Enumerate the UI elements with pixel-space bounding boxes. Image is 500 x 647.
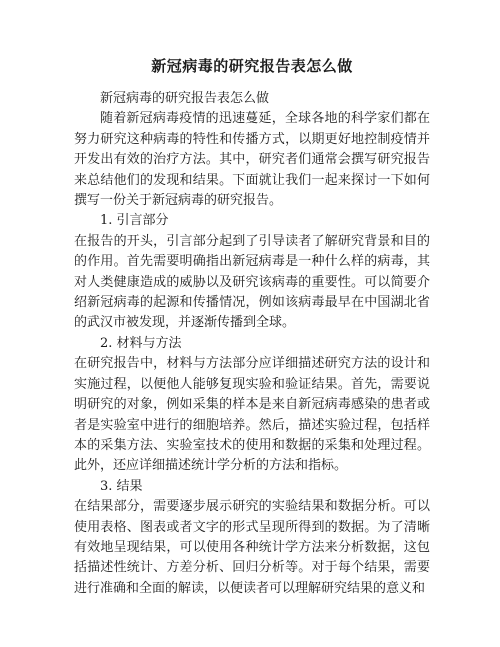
document-subtitle: 新冠病毒的研究报告表怎么做 — [100, 91, 270, 106]
section-heading-materials-methods: 2. 材料与方法 — [100, 335, 182, 351]
intro-paragraph: 随着新冠病毒疫情的迅速蔓延，全球各地的科学家们都在努力研究这种病毒的特性和传播方式，以期更好地控制疫情并开发出有效的治疗方法。其中，研究者们通常会撰写研究报告来总结他们的发现和结果。下面就让我们一起来探讨一下如何撰写一份关于新冠病毒的研究报告。 — [74, 111, 430, 209]
section-heading-introduction: 1. 引言部分 — [100, 213, 169, 229]
document-page — [74, 56, 430, 599]
document-title: 新冠病毒的研究报告表怎么做 — [151, 57, 353, 75]
section-heading-results: 3. 结果 — [100, 478, 143, 494]
section-body-introduction: 在报告的开头，引言部分起到了引导读者了解研究背景和目的的作用。首先需要明确指出新冠病毒是一种什么样的病毒，其对人类健康造成的威胁以及研究该病毒的重要性。可以简要介绍新冠病毒的起源和传播情况，例如该病毒最早在中国湖北省的武汉市被发现，并逐渐传播到全球。 — [74, 233, 430, 331]
section-body-materials-methods: 在研究报告中，材料与方法部分应详细描述研究方法的设计和实施过程，以便他人能够复现实验和验证结果。首先，需要说明研究的对象，例如采集的样本是来自新冠病毒感染的患者或者是实验室中进行的细胞培养。然后，描述实验过程，包括样本的采集方法、实验室技术的使用和数据的采集和处理过程。此外，还应详细描述统计学分析的方法和指标。 — [74, 356, 430, 474]
section-body-results: 在结果部分，需要逐步展示研究的实验结果和数据分析。可以使用表格、图表或者文字的形式呈现所得到的数据。为了清晰有效地呈现结果，可以使用各种统计学方法来分析数据，这包括描述性统计、方差分析、回归分析等。对于每个结果，需要进行准确和全面的解读，以便读者可以理解研究结果的意义和 — [74, 499, 430, 596]
